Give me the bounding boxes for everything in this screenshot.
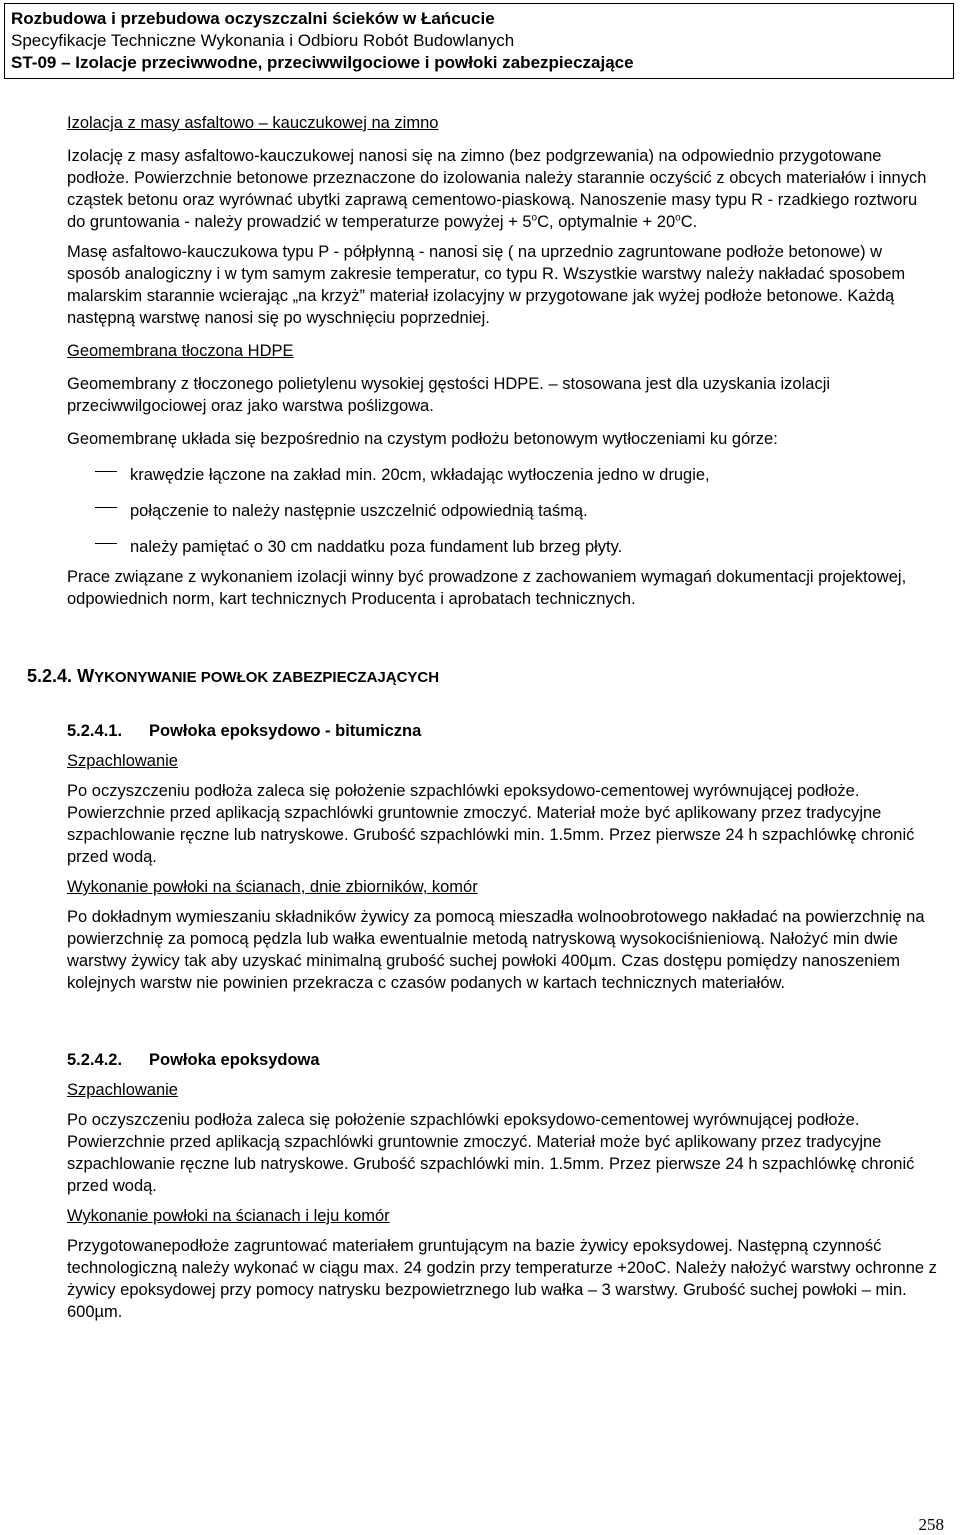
heading-putty: Szpachlowanie: [67, 1081, 178, 1099]
paragraph-coating: Po dokładnym wymieszaniu składników żywicy za pomocą mieszadła wolnoobrotowego nakładać na powierzchnię na powierzchnię za pomocą pędzla lub wałka ewentualnie metodą natryskową wysokociśnieniową. Nałożyć min dwie warstwy żywicy tak aby uzyskać minimalną grubość suchej powłoki 400µm. Czas dostępu pomiędzy nanoszeniem kolejnych warstw nie powinien przekracza c czasów podanych w kartach technicznych materiałów.: [67, 908, 925, 992]
list-item: połączenie to należy następnie uszczelnić odpowiednią taśmą.: [67, 494, 939, 522]
paragraph-coating: Przygotowanepodłoże zagruntować materiałem gruntującym na bazie żywicy epoksydowej. Następną czynność technologiczną należy wykonać w ciągu max. 24 godzin przy temperaturze +20oC. Należy nałożyć warstwy ochronne z żywicy epoksydowej przy pomocy natrysku bezpowietrznego lub wałka – 3 warstwy. Grubość suchej powłoki – min. 600µm.: [67, 1237, 937, 1321]
page-header: [4, 3, 954, 79]
paragraph-putty: Po oczyszczeniu podłoża zaleca się położenie szpachlówki epoksydowo-cementowej wyrównującej podłoże. Powierzchnie przed aplikacją szpachlówki gruntownie zmoczyć. Materiał może być aplikowany przez tradycyjne szpachlowanie ręczne lub natryskowe. Grubość szpachlówki min. 1.5mm. Przez pierwsze 24 h szpachlówkę chronić przed wodą.: [67, 782, 915, 866]
paragraph-asphalt-1: Izolację z masy asfaltowo-kauczukowej nanosi się na zimno (bez podgrzewania) na odpowiednio przygotowane podłoże. Powierzchnie betonowe przeznaczone do izolowania należy starannie oczyścić z obcych materiałów i innych cząstek betonu oraz wyrównać ubytki zaprawą cementowo-piaskową. Nanoszenie masy typu R - rzadkiego roztworu do gruntowania - należy prowadzić w temperaturze powyżej + $5^oC$, optymalnie + $20^oC$.: [67, 147, 927, 231]
subsection-epoxy-bitumen: [67, 720, 939, 994]
heading-coating-walls-funnel: Wykonanie powłoki na ścianach i leju komór: [67, 1207, 390, 1225]
dash-bullet-icon: [67, 458, 130, 480]
paragraph-geomembrane-3: Prace związane z wykonaniem izolacji winny być prowadzone z zachowaniem wymagań dokumentacji projektowej, odpowiednich norm, kart technicznych Producenta i aprobatach technicznych.: [67, 568, 907, 608]
dash-bullet-icon: [67, 494, 130, 516]
document-body: [67, 112, 939, 610]
heading-coating-walls: Wykonanie powłoki na ścianach, dnie zbiorników, komór: [67, 878, 478, 896]
list-item: należy pamiętać o 30 cm naddatku poza fundament lub brzeg płyty.: [67, 530, 939, 558]
heading-geomembrane: Geomembrana tłoczona HDPE: [67, 342, 294, 360]
header-st-title: ST-09 – Izolacje przeciwwodne, przeciwwilgociowe i powłoki zabezpieczające: [11, 53, 634, 72]
paragraph-geomembrane-2: Geomembranę układa się bezpośrednio na czystym podłożu betonowym wytłoczeniami ku górze:: [67, 430, 778, 448]
heading-putty: Szpachlowanie: [67, 752, 178, 770]
paragraph-geomembrane-1: Geomembrany z tłoczonego polietylenu wysokiej gęstości HDPE. – stosowana jest dla uzyskania izolacji przeciwwilgociowej oraz jako warstwa poślizgowa.: [67, 375, 831, 415]
subsection-title: 5.2.4.2. Powłoka epoksydowa: [67, 1051, 320, 1069]
paragraph-asphalt-2: Masę asfaltowo-kauczukowa typu P - półpłynną - nanosi się ( na uprzednio zagruntowane podłoże betonowe) w sposób analogiczny i w tym samym zakresie temperatur, co typu R. Wszystkie warstwy należy nakładać sposobem malarskim starannie wcierając „na krzyż” materiał izolacyjny w przygotowane jak wyżej podłoże betonowe. Każdą następną warstwę nanosi się po wyschnięciu poprzedniej.: [67, 243, 906, 327]
subsection-epoxy: [67, 1049, 939, 1323]
subsection-title: 5.2.4.1. Powłoka epoksydowo - bitumiczna: [67, 722, 422, 740]
heading-asphalt-insulation: Izolacja z masy asfaltowo – kauczukowej na zimno: [67, 114, 439, 132]
header-spec-title: Specyfikacje Techniczne Wykonania i Odbioru Robót Budowlanych: [11, 31, 515, 50]
section-title: 5.2.4. WYKONYWANIE POWŁOK ZABEZPIECZAJĄCYCH: [27, 666, 440, 686]
list-item: krawędzie łączone na zakład min. 20cm, wkładając wytłoczenia jedno w drugie,: [67, 458, 939, 486]
paragraph-putty: Po oczyszczeniu podłoża zaleca się położenie szpachlówki epoksydowo-cementowej wyrównującej podłoże. Powierzchnie przed aplikacją szpachlówki gruntownie zmoczyć. Materiał może być aplikowany przez tradycyjne szpachlowanie ręczne lub natryskowe. Grubość szpachlówki min. 1.5mm. Przez pierwsze 24 h szpachlówkę chronić przed wodą.: [67, 1111, 915, 1195]
header-project-title: Rozbudowa i przebudowa oczyszczalni ścieków w Łańcucie: [11, 9, 495, 28]
page-number: 258: [918, 1515, 944, 1534]
dash-bullet-icon: [67, 530, 130, 552]
